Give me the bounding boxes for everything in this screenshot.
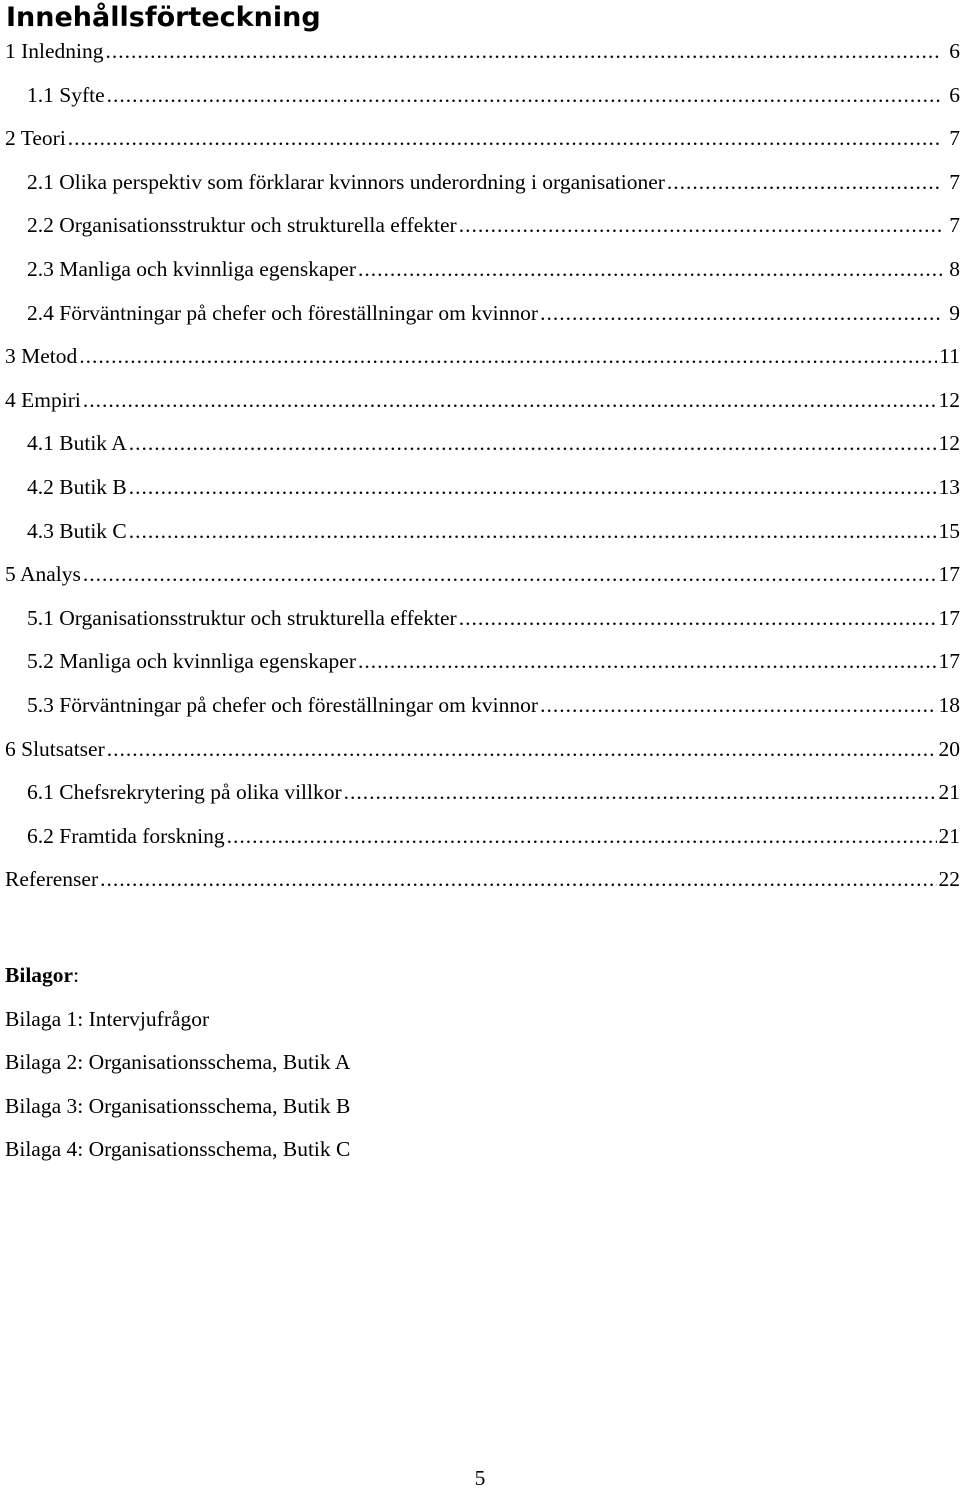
appendix-item: Bilaga 3: Organisationsschema, Butik B — [5, 1085, 350, 1129]
toc-dot-leader — [540, 292, 942, 336]
toc-entry-page: 22 — [939, 858, 960, 902]
toc-entry[interactable] — [0, 248, 960, 292]
toc-entry[interactable] — [0, 466, 960, 510]
toc-entry-label: 4.1 Butik A — [27, 422, 127, 466]
toc-dot-leader — [227, 815, 937, 859]
toc-dot-leader — [459, 597, 937, 641]
toc-dot-leader — [129, 510, 937, 554]
toc-entry-label: 5.1 Organisationsstruktur och strukturella effekter — [27, 597, 457, 641]
toc-entry-page: 17 — [939, 640, 960, 684]
toc-entry-page: 6 — [944, 30, 960, 74]
toc-entry-page: 12 — [939, 422, 960, 466]
toc-entry-label: 4.3 Butik C — [27, 510, 127, 554]
toc-entry-page: 12 — [939, 379, 960, 423]
toc-entry[interactable] — [0, 117, 960, 161]
toc-entry[interactable] — [0, 379, 960, 423]
toc-entry-label: 6 Slutsatser — [5, 728, 105, 772]
toc-entry-page: 21 — [939, 771, 960, 815]
toc-entry[interactable] — [0, 74, 960, 118]
toc-dot-leader — [358, 640, 937, 684]
toc-entry[interactable] — [0, 422, 960, 466]
table-of-contents — [0, 30, 960, 902]
toc-entry-page: 15 — [939, 510, 960, 554]
toc-entry-label: 5 Analys — [5, 553, 81, 597]
toc-entry[interactable] — [0, 640, 960, 684]
toc-entry[interactable] — [0, 597, 960, 641]
toc-entry-label: 5.2 Manliga och kvinnliga egenskaper — [27, 640, 356, 684]
toc-entry-label: 5.3 Förväntningar på chefer och föreställningar om kvinnor — [27, 684, 538, 728]
toc-entry[interactable] — [0, 292, 960, 336]
toc-dot-leader — [129, 422, 937, 466]
toc-entry-label: 2.3 Manliga och kvinnliga egenskaper — [27, 248, 356, 292]
toc-title: Innehållsförteckning — [6, 0, 321, 36]
toc-entry-page: 9 — [944, 292, 960, 336]
toc-entry-label: Referenser — [5, 858, 98, 902]
toc-entry-label: 4 Empiri — [5, 379, 81, 423]
appendix-heading — [5, 954, 350, 998]
toc-dot-leader — [358, 248, 942, 292]
toc-entry[interactable] — [0, 728, 960, 772]
toc-entry-label: 1.1 Syfte — [27, 74, 105, 118]
toc-entry-label: 2.2 Organisationsstruktur och strukturella effekter — [27, 204, 457, 248]
toc-dot-leader — [107, 728, 937, 772]
toc-entry-page: 21 — [939, 815, 960, 859]
toc-entry[interactable] — [0, 815, 960, 859]
toc-dot-leader — [68, 117, 942, 161]
toc-dot-leader — [79, 335, 937, 379]
toc-entry-page: 20 — [939, 728, 960, 772]
toc-entry[interactable] — [0, 684, 960, 728]
toc-entry-page: 18 — [939, 684, 960, 728]
toc-dot-leader — [459, 204, 942, 248]
toc-entry[interactable] — [0, 510, 960, 554]
toc-dot-leader — [106, 30, 942, 74]
toc-entry-label: 2.1 Olika perspektiv som förklarar kvinnors underordning i organisationer — [27, 161, 665, 205]
toc-entry[interactable] — [0, 204, 960, 248]
toc-entry-page: 13 — [939, 466, 960, 510]
toc-entry-label: 6.2 Framtida forskning — [27, 815, 225, 859]
toc-entry-label: 2 Teori — [5, 117, 66, 161]
toc-entry[interactable] — [0, 335, 960, 379]
toc-entry-page: 7 — [944, 161, 960, 205]
toc-dot-leader — [100, 858, 936, 902]
appendix-heading-colon: : — [73, 963, 79, 987]
toc-entry-page: 7 — [944, 204, 960, 248]
toc-entry[interactable] — [0, 161, 960, 205]
toc-dot-leader — [129, 466, 937, 510]
toc-entry-label: 6.1 Chefsrekrytering på olika villkor — [27, 771, 342, 815]
toc-entry-label: 3 Metod — [5, 335, 77, 379]
toc-dot-leader — [107, 74, 942, 118]
toc-entry-page: 11 — [939, 335, 960, 379]
appendix-item: Bilaga 2: Organisationsschema, Butik A — [5, 1041, 350, 1085]
toc-entry-page: 6 — [944, 74, 960, 118]
toc-entry-page: 17 — [939, 553, 960, 597]
toc-entry-page: 8 — [944, 248, 960, 292]
appendix-list — [5, 998, 350, 1172]
toc-dot-leader — [344, 771, 937, 815]
toc-entry[interactable] — [0, 30, 960, 74]
toc-entry-label: 2.4 Förväntningar på chefer och föreställningar om kvinnor — [27, 292, 538, 336]
toc-entry[interactable] — [0, 553, 960, 597]
toc-entry-page: 17 — [939, 597, 960, 641]
appendix-item: Bilaga 1: Intervjufrågor — [5, 998, 350, 1042]
toc-dot-leader — [83, 553, 937, 597]
appendix-section — [5, 954, 350, 1172]
toc-dot-leader — [667, 161, 942, 205]
appendix-item: Bilaga 4: Organisationsschema, Butik C — [5, 1128, 350, 1172]
toc-entry[interactable] — [0, 771, 960, 815]
page-number: 5 — [0, 1463, 960, 1493]
appendix-heading-text: Bilagor — [5, 963, 73, 987]
toc-entry-page: 7 — [944, 117, 960, 161]
toc-entry-label: 1 Inledning — [5, 30, 104, 74]
toc-entry-label: 4.2 Butik B — [27, 466, 127, 510]
toc-dot-leader — [540, 684, 936, 728]
toc-entry[interactable] — [0, 858, 960, 902]
toc-dot-leader — [83, 379, 937, 423]
